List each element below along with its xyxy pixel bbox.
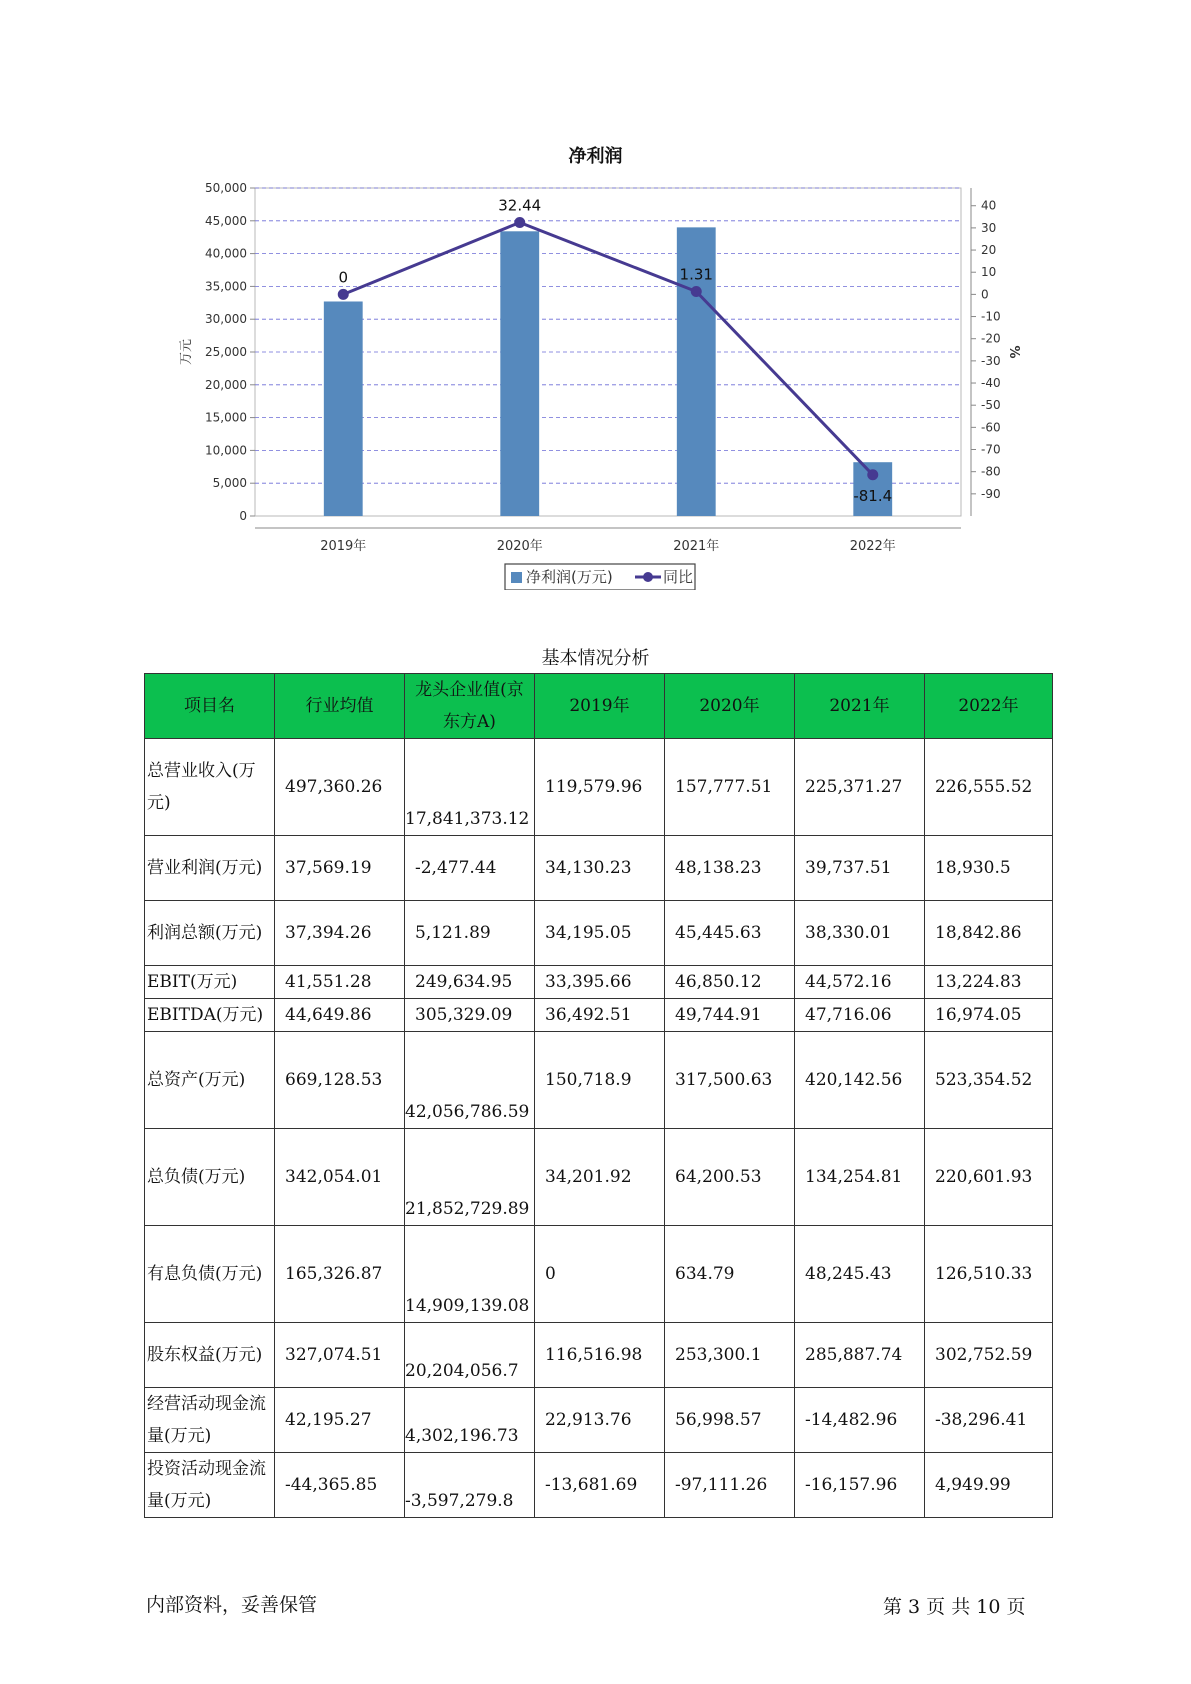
- table-cell: -2,477.44: [405, 836, 535, 901]
- table-cell: 41,551.28: [275, 966, 405, 999]
- table-cell: 420,142.56: [795, 1032, 925, 1129]
- table-row: [145, 1032, 1053, 1129]
- table-cell: 64,200.53: [665, 1129, 795, 1226]
- table-cell: 36,492.51: [535, 999, 665, 1032]
- table-row: [145, 1453, 1053, 1518]
- row-label-cell: EBIT(万元): [145, 966, 275, 999]
- left-axis-tick-label: 35,000: [205, 279, 247, 294]
- header-cell: 行业均值: [275, 674, 405, 739]
- table-row: [145, 901, 1053, 966]
- legend-line-label: 同比: [663, 568, 694, 586]
- left-axis-tick-label: 20,000: [205, 377, 247, 392]
- table-cell: 165,326.87: [275, 1226, 405, 1323]
- table-cell: -38,296.41: [925, 1388, 1053, 1453]
- table-cell: 18,842.86: [925, 901, 1053, 966]
- table-cell: 14,909,139.08: [405, 1226, 535, 1323]
- table-cell: -14,482.96: [795, 1388, 925, 1453]
- legend-line-marker: [643, 572, 653, 582]
- yoy-data-label: 1.31: [679, 265, 713, 284]
- legend-bar-swatch: [511, 572, 522, 583]
- table-cell: 119,579.96: [535, 739, 665, 836]
- table-row: [145, 1129, 1053, 1226]
- x-axis-tick-label: 2019年: [320, 539, 367, 554]
- table-cell: 34,195.05: [535, 901, 665, 966]
- table-row: [145, 1226, 1053, 1323]
- footer-confidential-note: 内部资料，妥善保管: [146, 1594, 318, 1616]
- table-cell: 669,128.53: [275, 1032, 405, 1129]
- table-cell: 48,245.43: [795, 1226, 925, 1323]
- left-axis-tick-label: 5,000: [212, 476, 247, 491]
- yoy-point: [691, 286, 702, 297]
- table-cell: 56,998.57: [665, 1388, 795, 1453]
- right-axis-tick-label: 20: [981, 243, 997, 258]
- table-cell: -3,597,279.8: [405, 1453, 535, 1518]
- row-label-cell: 总营业收入(万元): [145, 739, 275, 836]
- row-label-cell: EBITDA(万元): [145, 999, 275, 1032]
- table-cell: 45,445.63: [665, 901, 795, 966]
- table-cell: 13,224.83: [925, 966, 1053, 999]
- table-row: [145, 999, 1053, 1032]
- table-cell: 226,555.52: [925, 739, 1053, 836]
- chart-legend: [505, 564, 695, 590]
- table-cell: 497,360.26: [275, 739, 405, 836]
- table-cell: 225,371.27: [795, 739, 925, 836]
- table-caption: 基本情况分析: [541, 648, 650, 669]
- table-row: [145, 836, 1053, 901]
- table-row: [145, 966, 1053, 999]
- table-cell: 157,777.51: [665, 739, 795, 836]
- table-cell: 302,752.59: [925, 1323, 1053, 1388]
- yoy-data-label: 32.44: [498, 196, 542, 215]
- table-cell: 44,649.86: [275, 999, 405, 1032]
- right-axis-title: %: [1006, 345, 1021, 359]
- right-axis-tick-label: 10: [981, 265, 997, 280]
- legend-bar-label: 净利润(万元): [526, 568, 613, 586]
- table-cell: 22,913.76: [535, 1388, 665, 1453]
- table-cell: 126,510.33: [925, 1226, 1053, 1323]
- right-axis-tick-label: 40: [981, 198, 997, 213]
- table-cell: 0: [535, 1226, 665, 1323]
- header-cell: 2022年: [925, 674, 1053, 739]
- header-cell: 龙头企业值(京东方A): [405, 674, 535, 739]
- row-label-cell: 营业利润(万元): [145, 836, 275, 901]
- table-cell: 523,354.52: [925, 1032, 1053, 1129]
- right-axis-tick-label: -90: [981, 486, 1001, 501]
- table-cell: 37,569.19: [275, 836, 405, 901]
- table-header-row: [145, 674, 1053, 739]
- left-axis-tick-label: 25,000: [205, 345, 247, 359]
- header-cell: 2019年: [535, 674, 665, 739]
- right-axis-tick-label: 30: [981, 220, 997, 235]
- table-cell: 4,949.99: [925, 1453, 1053, 1518]
- row-label-cell: 股东权益(万元): [145, 1323, 275, 1388]
- right-axis-tick-label: -40: [981, 376, 1001, 391]
- basic-analysis-table: [144, 673, 1053, 1518]
- yoy-point: [867, 469, 878, 480]
- right-axis-tick-label: -70: [981, 442, 1001, 457]
- table-cell: 37,394.26: [275, 901, 405, 966]
- table-cell: 42,056,786.59: [405, 1032, 535, 1129]
- table-cell: 48,138.23: [665, 836, 795, 901]
- table-cell: 220,601.93: [925, 1129, 1053, 1226]
- right-axis-tick-label: -80: [981, 464, 1001, 479]
- right-axis-tick-label: -10: [981, 309, 1001, 324]
- left-axis-tick-label: 15,000: [205, 410, 247, 425]
- bar-2019年: [324, 301, 363, 516]
- header-cell: 2020年: [665, 674, 795, 739]
- table-cell: -13,681.69: [535, 1453, 665, 1518]
- table-cell: 46,850.12: [665, 966, 795, 999]
- yoy-point: [514, 217, 525, 228]
- table-cell: 150,718.9: [535, 1032, 665, 1129]
- header-cell: 2021年: [795, 674, 925, 739]
- table-cell: 20,204,056.7: [405, 1323, 535, 1388]
- chart-title: 净利润: [568, 146, 623, 167]
- x-axis-tick-label: 2022年: [849, 539, 896, 554]
- table-cell: -44,365.85: [275, 1453, 405, 1518]
- table-cell: 317,500.63: [665, 1032, 795, 1129]
- table-cell: 39,737.51: [795, 836, 925, 901]
- table-cell: 285,887.74: [795, 1323, 925, 1388]
- table-cell: -16,157.96: [795, 1453, 925, 1518]
- row-label-cell: 利润总额(万元): [145, 901, 275, 966]
- left-axis-tick-label: 10,000: [205, 443, 247, 458]
- table-cell: 44,572.16: [795, 966, 925, 999]
- table-cell: 38,330.01: [795, 901, 925, 966]
- x-axis-tick-label: 2020年: [496, 539, 543, 554]
- row-label-cell: 经营活动现金流量(万元): [145, 1388, 275, 1453]
- table-cell: 5,121.89: [405, 901, 535, 966]
- header-cell: 项目名: [145, 674, 275, 739]
- yoy-data-label: -81.4: [853, 486, 893, 505]
- left-axis-tick-label: 0: [239, 509, 247, 523]
- footer-page-number: 第 3 页 共 10 页: [883, 1596, 1026, 1618]
- table-cell: 327,074.51: [275, 1323, 405, 1388]
- table-cell: 18,930.5: [925, 836, 1053, 901]
- right-axis-tick-label: -60: [981, 420, 1001, 435]
- table-cell: 33,395.66: [535, 966, 665, 999]
- row-label-cell: 有息负债(万元): [145, 1226, 275, 1323]
- left-axis-title: 万元: [179, 338, 194, 366]
- row-label-cell: 总资产(万元): [145, 1032, 275, 1129]
- table-row: [145, 1323, 1053, 1388]
- table-cell: 4,302,196.73: [405, 1388, 535, 1453]
- table-cell: 21,852,729.89: [405, 1129, 535, 1226]
- table-cell: 42,195.27: [275, 1388, 405, 1453]
- table-row: [145, 1388, 1053, 1453]
- table-cell: 634.79: [665, 1226, 795, 1323]
- right-axis-tick-label: -20: [981, 331, 1001, 346]
- x-axis-tick-label: 2021年: [673, 539, 720, 554]
- yoy-point: [338, 289, 349, 300]
- table-cell: 34,201.92: [535, 1129, 665, 1226]
- table-cell: 116,516.98: [535, 1323, 665, 1388]
- table-cell: -97,111.26: [665, 1453, 795, 1518]
- table-cell: 134,254.81: [795, 1129, 925, 1226]
- left-axis-tick-label: 30,000: [205, 312, 247, 327]
- table-cell: 34,130.23: [535, 836, 665, 901]
- table-row: [145, 739, 1053, 836]
- table-cell: 17,841,373.12: [405, 739, 535, 836]
- bar-2020年: [500, 231, 539, 516]
- table-cell: 49,744.91: [665, 999, 795, 1032]
- left-axis-tick-label: 40,000: [205, 246, 247, 261]
- table-cell: 47,716.06: [795, 999, 925, 1032]
- yoy-data-label: 0: [338, 268, 349, 287]
- right-axis-tick-label: 0: [981, 287, 989, 302]
- table-cell: 342,054.01: [275, 1129, 405, 1226]
- row-label-cell: 总负债(万元): [145, 1129, 275, 1226]
- table-cell: 253,300.1: [665, 1323, 795, 1388]
- right-axis-tick-label: -30: [981, 353, 1001, 368]
- left-axis-tick-label: 45,000: [205, 213, 247, 228]
- right-axis-tick-label: -50: [981, 398, 1001, 413]
- table-cell: 16,974.05: [925, 999, 1053, 1032]
- net-profit-chart: [0, 170, 1191, 590]
- table-body: [145, 739, 1053, 1518]
- table-cell: 249,634.95: [405, 966, 535, 999]
- table-cell: 305,329.09: [405, 999, 535, 1032]
- left-axis-tick-label: 50,000: [205, 181, 247, 195]
- row-label-cell: 投资活动现金流量(万元): [145, 1453, 275, 1518]
